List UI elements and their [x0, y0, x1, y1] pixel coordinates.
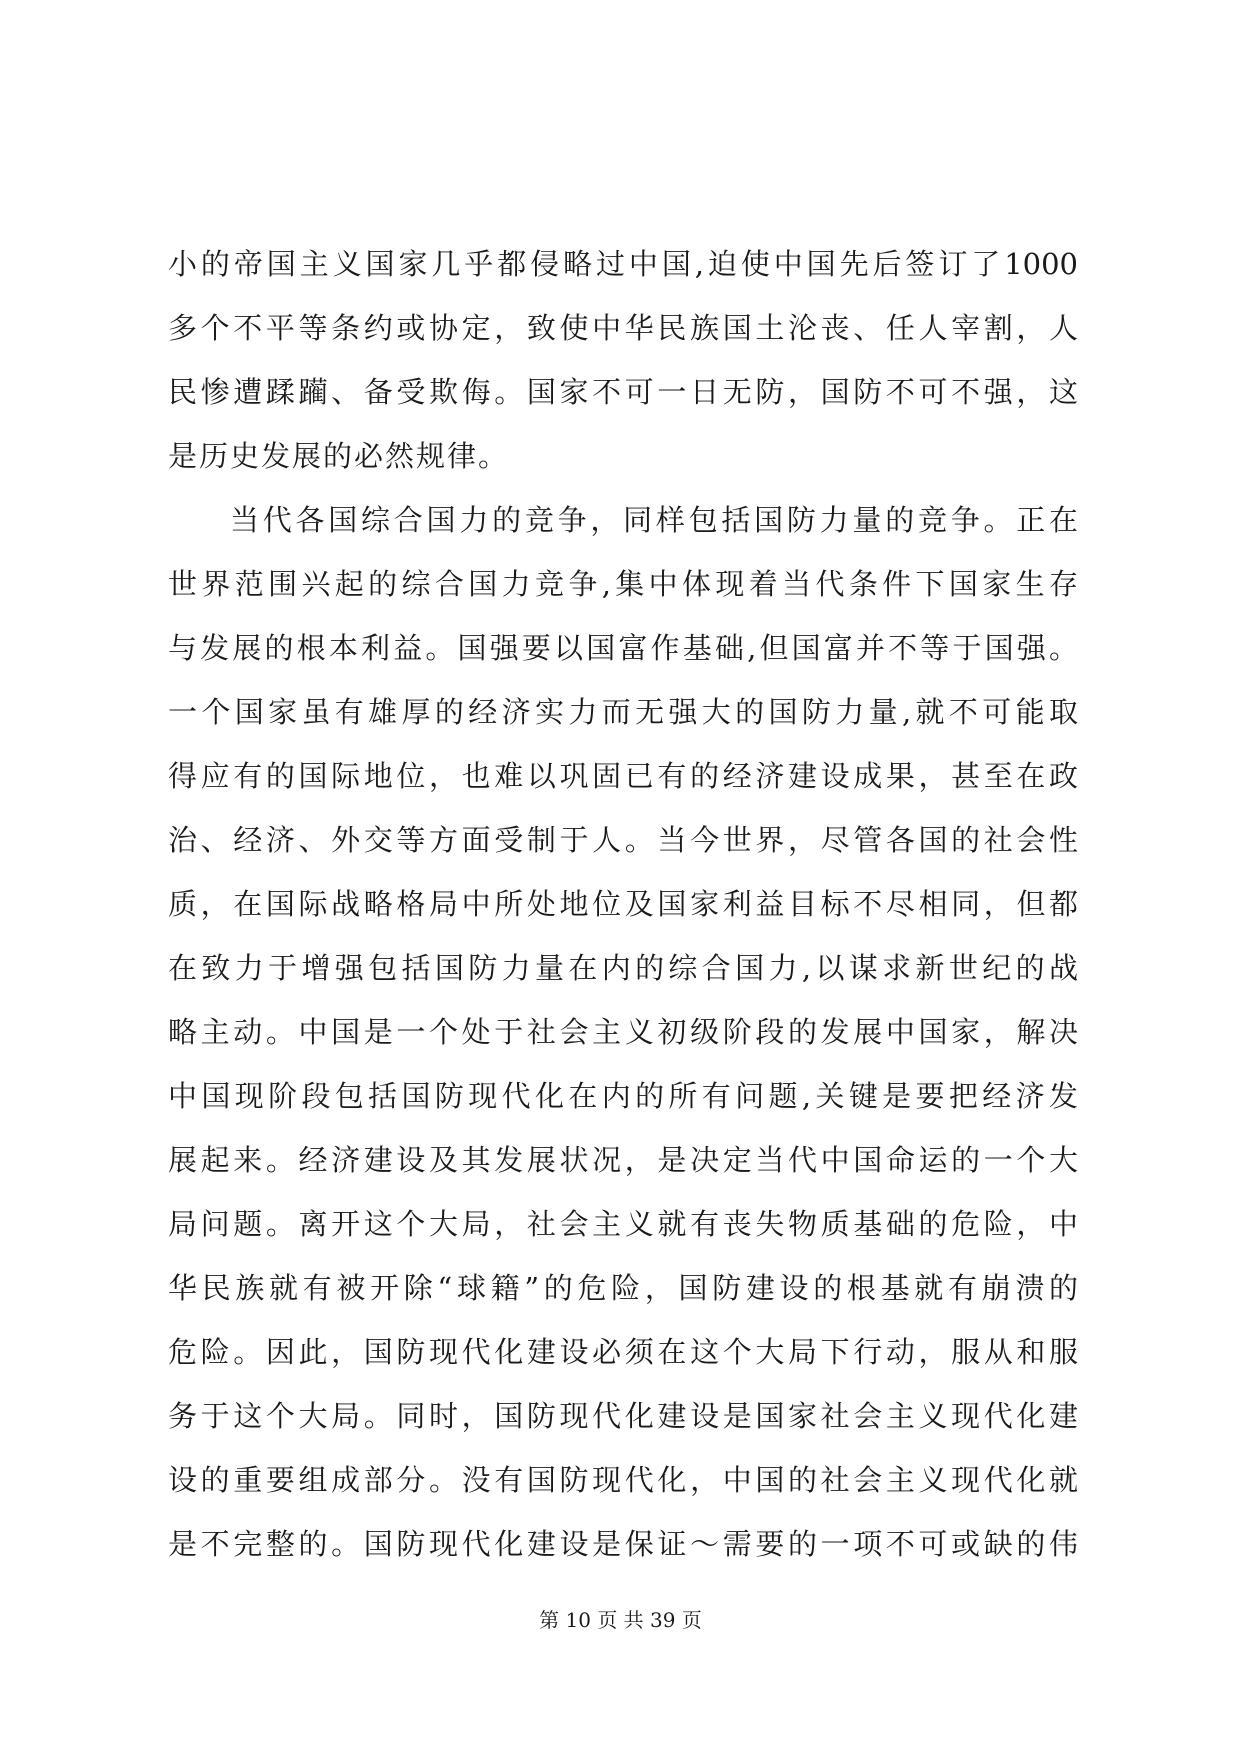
text-line: 务于这个大局。同时，国防现代化建设是国家社会主义现代化建: [168, 1399, 1078, 1433]
text-line: 得应有的国际地位，也难以巩固已有的经济建设成果，甚至在政: [168, 759, 1078, 793]
text-line: 危险。因此，国防现代化建设必须在这个大局下行动，服从和服: [168, 1335, 1078, 1369]
text-line: 中国现阶段包括国防现代化在内的所有问题,关键是要把经济发: [168, 1079, 1078, 1113]
text-line: 展起来。经济建设及其发展状况，是决定当代中国命运的一个大: [168, 1143, 1078, 1177]
text-line: 一个国家虽有雄厚的经济实力而无强大的国防力量,就不可能取: [168, 695, 1078, 729]
text-line: 世界范围兴起的综合国力竞争,集中体现着当代条件下国家生存: [168, 567, 1078, 601]
text-line: 局问题。离开这个大局，社会主义就有丧失物质基础的危险，中: [168, 1207, 1078, 1241]
paragraph: [168, 232, 1078, 488]
text-line: 质，在国际战略格局中所处地位及国家利益目标不尽相同，但都: [168, 887, 1078, 921]
text-line: 在致力于增强包括国防力量在内的综合国力,以谋求新世纪的战: [168, 951, 1078, 985]
text-line: 民惨遭蹂躏、备受欺侮。国家不可一日无防，国防不可不强，这: [168, 375, 1078, 409]
text-line: 华民族就有被开除“球籍”的危险，国防建设的根基就有崩溃的: [168, 1271, 1078, 1305]
text-line: 略主动。中国是一个处于社会主义初级阶段的发展中国家，解决: [168, 1015, 1078, 1049]
text-line: 与发展的根本利益。国强要以国富作基础,但国富并不等于国强。: [168, 631, 1078, 665]
text-line: 治、经济、外交等方面受制于人。当今世界，尽管各国的社会性: [168, 823, 1078, 857]
document-body: [168, 232, 1078, 1576]
text-line: 当代各国综合国力的竞争，同样包括国防力量的竞争。正在: [230, 503, 1078, 537]
page-number-footer: 第 10 页 共 39 页: [539, 1608, 702, 1632]
text-line: 小的帝国主义国家几乎都侵略过中国,迫使中国先后签订了1000: [168, 247, 1078, 281]
text-line: 设的重要组成部分。没有国防现代化，中国的社会主义现代化就: [168, 1463, 1078, 1497]
paragraph: [168, 488, 1078, 1576]
text-line: 是历史发展的必然规律。: [168, 439, 510, 473]
text-line: 多个不平等条约或协定，致使中华民族国土沦丧、任人宰割，人: [168, 311, 1078, 345]
text-line: 是不完整的。国防现代化建设是保证～需要的一项不可或缺的伟: [168, 1527, 1078, 1561]
